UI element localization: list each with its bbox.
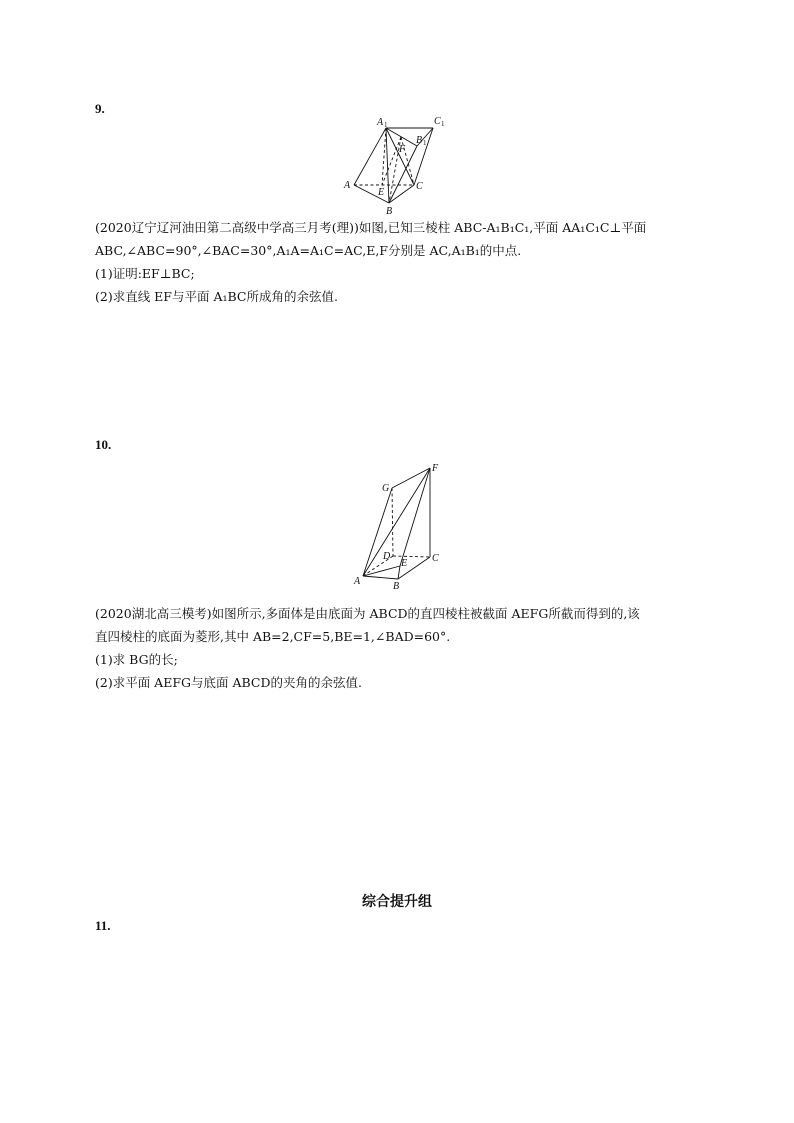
question-9-part1: (1)证明:EF⊥BC;: [95, 266, 195, 281]
question-10-part2: (2)求平面 AEFG与底面 ABCD的夹角的余弦值.: [95, 675, 362, 690]
question-10-figure: [348, 458, 448, 594]
question-9-figure: [338, 114, 458, 219]
question-9-part2: (2)求直线 EF与平面 A₁BC所成角的余弦值.: [95, 289, 338, 304]
label-C: C: [416, 181, 423, 192]
label-B: B: [393, 581, 400, 592]
question-10-number: 10.: [95, 437, 112, 452]
label-B1: B: [416, 135, 423, 146]
label-D: D: [383, 551, 391, 562]
svg-text:1: 1: [441, 120, 445, 128]
question-10-text: [95, 602, 640, 694]
question-9-text: [95, 216, 646, 308]
svg-text:1: 1: [384, 121, 388, 129]
question-10-line2: 直四棱柱的底面为菱形,其中 AB=2,CF=5,BE=1,∠BAD=60°.: [95, 629, 451, 644]
label-A1: A: [377, 117, 384, 128]
prism-diagram-9: [338, 114, 458, 219]
question-9-line2: ABC,∠ABC=90°,∠BAC=30°,A₁A=A₁C=AC,E,F分别是 AC,A₁B₁的中点.: [95, 243, 522, 258]
label-E: E: [378, 187, 385, 198]
label-A: A: [354, 576, 361, 587]
label-B: B: [386, 206, 393, 217]
svg-text:1: 1: [423, 139, 427, 147]
label-A: A: [344, 180, 351, 191]
label-F: F: [432, 463, 439, 474]
label-G: G: [382, 483, 390, 494]
question-9-source: (2020辽宁辽河油田第二高级中学高三月考(理))如图,已知三棱柱 ABC-A₁B₁C₁,平面 AA₁C₁C⊥平面: [95, 220, 647, 235]
question-11-number: 11.: [95, 918, 111, 933]
label-F: F: [399, 144, 406, 155]
question-10-part1: (1)求 BG的长;: [95, 652, 178, 667]
label-C: C: [432, 553, 439, 564]
polyhedron-diagram-10: [348, 458, 448, 594]
label-C1: C: [434, 116, 441, 127]
question-9-number: 9.: [95, 101, 105, 116]
section-title: 综合提升组: [362, 894, 432, 910]
question-10-source: (2020湖北高三模考)如图所示,多面体是由底面为 ABCD的直四棱柱被截面 AEFG所截而得到的,该: [95, 606, 640, 621]
label-E: E: [401, 558, 408, 569]
